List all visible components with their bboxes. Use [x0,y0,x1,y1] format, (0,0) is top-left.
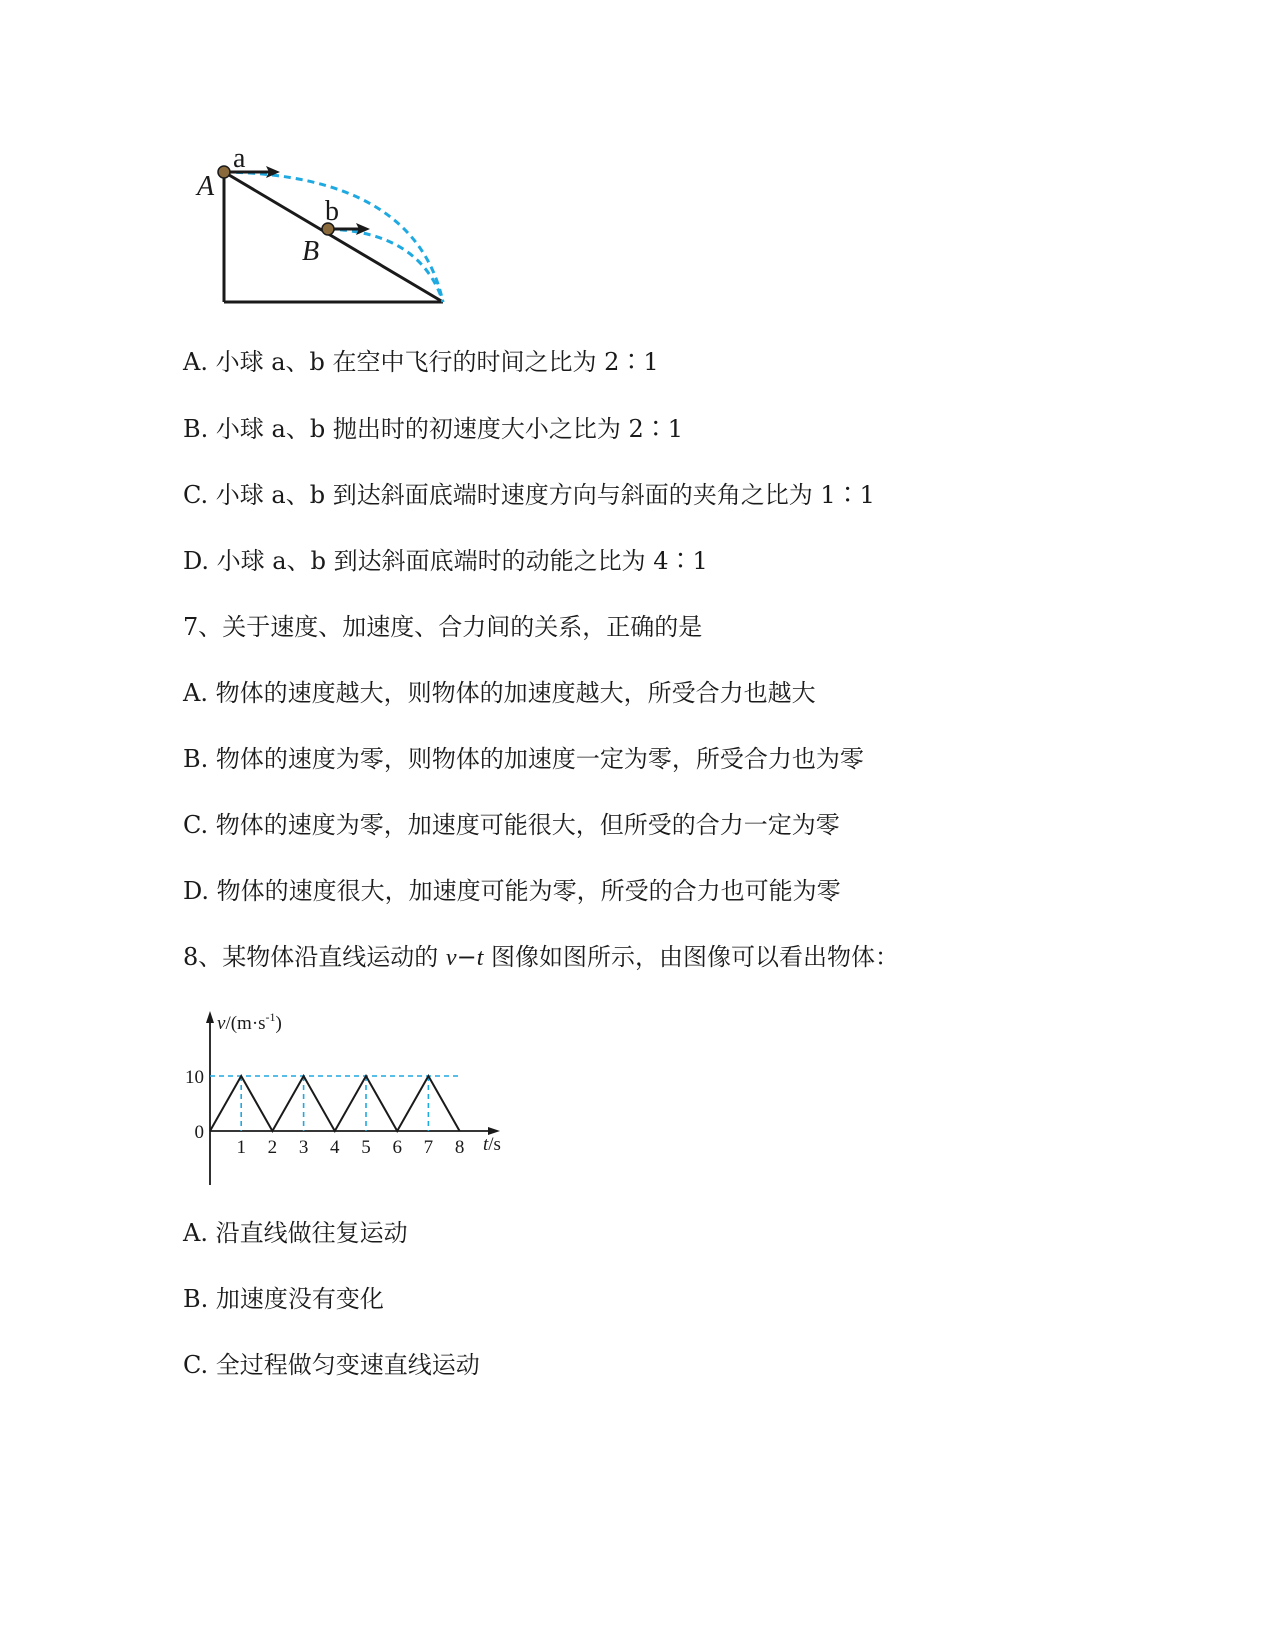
label-b: b [325,196,339,227]
q8-stem-before: 8、某物体沿直线运动的 [183,943,439,971]
q8-option-b: B. 加速度没有变化 [183,1285,384,1313]
x-tick-label: 2 [267,1137,278,1158]
q6-option-b: B. 小球 a、b 抛出时的初速度大小之比为 2∶1 [183,415,683,443]
y-axis-label: $v/(m\cdot s^{-1})$ [217,1010,282,1034]
q6-option-a: A. 小球 a、b 在空中飞行的时间之比为 2∶1 [183,348,659,376]
q6-option-c: C. 小球 a、b 到达斜面底端时速度方向与斜面的夹角之比为 1∶1 [183,481,875,509]
q8-stem [183,942,899,973]
x-tick-label: 4 [330,1137,340,1158]
q7-option-d: D. 物体的速度很大，加速度可能为零，所受的合力也可能为零 [183,877,841,905]
label-point-B: B [302,236,320,267]
x-tick-label: 5 [361,1137,371,1158]
label-point-A: A [197,171,215,202]
q8-var-t: t [476,945,484,971]
velocity-series-line [210,1076,460,1131]
q7-option-b: B. 物体的速度为零，则物体的加速度一定为零，所受合力也为零 [183,745,864,773]
x-tick-label: 1 [236,1137,246,1158]
x-tick-label: 6 [392,1137,402,1158]
q8-var-v: v [445,945,457,971]
y-tick-label: 0 [194,1122,204,1143]
q8-option-c: C. 全过程做匀变速直线运动 [183,1351,480,1379]
q7-stem: 7、关于速度、加速度、合力间的关系，正确的是 [183,613,703,641]
incline-slope [224,172,443,302]
q7-option-a: A. 物体的速度越大，则物体的加速度越大，所受合力也越大 [183,679,816,707]
q7-option-c: C. 物体的速度为零，加速度可能很大，但所受的合力一定为零 [183,811,840,839]
label-a: a [233,143,246,174]
q6-option-d: D. 小球 a、b 到达斜面底端时的动能之比为 4∶1 [183,547,708,575]
q8-stem-after: 图像如图所示，由图像可以看出物体： [491,943,899,971]
x-tick-label: 3 [298,1137,309,1158]
x-tick-label: 8 [454,1137,465,1158]
vt-chart [180,1005,520,1195]
x-axis-label: t/s [483,1134,501,1155]
y-axis-arrow [206,1011,214,1023]
x-tick-label: 7 [423,1137,434,1158]
y-tick-label: 10 [185,1067,204,1088]
ball-a [218,166,230,178]
q8-option-a: A. 沿直线做往复运动 [183,1219,408,1247]
incline-projectile-figure [190,140,460,315]
q8-dash: − [456,943,477,971]
